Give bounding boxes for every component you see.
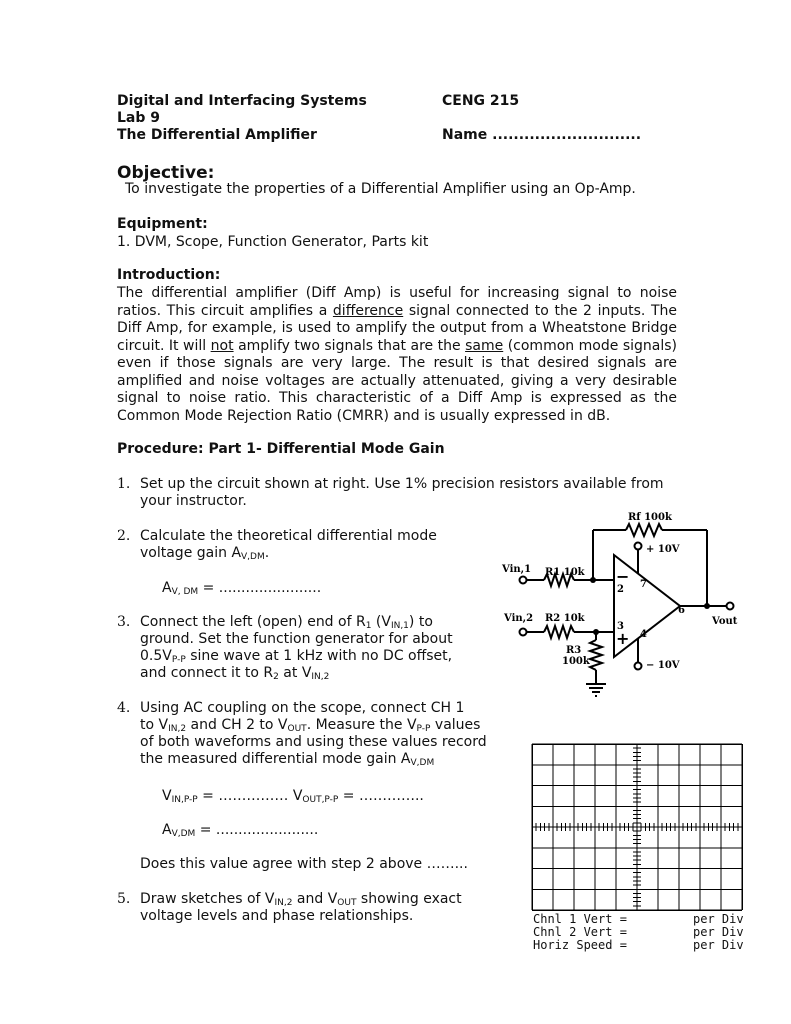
course-code: CENG 215 [442,93,520,109]
step-5-number: 5. [117,891,131,907]
step-3-line-1: Connect the left (open) end of $R_1$ $(V_{IN,1})$ to [140,614,433,631]
horiz-speed-unit: per Div [693,938,744,952]
r3-value: 100k [562,656,590,667]
introduction-heading: Introduction: [117,267,221,283]
ch2-vert-label: Chnl 2 Vert = [533,925,627,939]
ch1-vert-label: Chnl 1 Vert = [533,912,627,926]
step-3-line-3: $0.5V_{P-P}$ sine wave at 1 kHz with no DC offset, [140,648,453,665]
pin-2-label: 2 [617,584,624,595]
pin-4-label: 4 [640,629,647,640]
step-4-line-4: the measured differential mode gain $A_{V,DM}$ [140,751,435,768]
procedure-heading: Procedure: Part 1- Differential Mode Gain [117,441,445,457]
step-1-number: 1. [117,476,131,492]
vin2-label: Vin,2 [504,613,534,624]
vout-label: Vout [712,616,738,627]
objective-text: To investigate the properties of a Differential Amplifier using an Op-Amp. [125,181,636,197]
step-4-line-2: to $V_{IN,2}$ and CH 2 to $V_{OUT}$. Measure the $V_{P-P}$ values [140,717,481,734]
pin-3-label: 3 [617,621,624,632]
step-4-line-3: of both waveforms and using these values record [140,734,487,750]
step-1-line-1: Set up the circuit shown at right. Use 1% precision resistors available from [140,476,664,492]
vin1-label: Vin,1 [502,564,532,575]
step-3-line-2: ground. Set the function generator for about [140,631,453,647]
pin-6-label: 6 [678,605,685,616]
differential-amplifier-circuit [495,505,755,705]
step-2-number: 2. [117,528,131,544]
step-5-line-1: Draw sketches of $V_{IN,2}$ and $V_{OUT}$ showing exact [140,891,462,908]
vneg-label: − 10V [646,660,680,671]
ch1-vert-unit: per Div [693,912,744,926]
step-4-number: 4. [117,700,131,716]
step-1-line-2: your instructor. [140,493,247,509]
step-2-line-2: voltage gain $A_{V,DM}$. [140,545,270,562]
ch2-vert-unit: per Div [693,925,744,939]
inverting-input-sign: − [616,567,630,586]
step-4-question: Does this value agree with step 2 above ……... [140,856,468,872]
noninverting-input-sign: + [616,629,630,648]
step-2-line-1: Calculate the theoretical differential mode [140,528,437,544]
step-4-line-1: Using AC coupling on the scope, connect CH 1 [140,700,465,716]
r1-label: R1 10k [545,567,585,578]
measured-vpp-answers: $V_{IN,P-P}$ = …………… $V_{OUT,P-P}$ = ………….. [162,788,424,805]
step-5-line-2: voltage levels and phase relationships. [140,908,414,924]
vpos-label: + 10V [646,544,680,555]
lab-title: The Differential Amplifier [117,127,317,143]
equipment-item: 1. DVM, Scope, Function Generator, Parts kit [117,234,429,250]
lab-number: Lab 9 [117,110,161,126]
step-3-number: 3. [117,614,131,630]
equipment-heading: Equipment: [117,216,208,232]
course-title: Digital and Interfacing Systems [117,93,367,109]
step-3-line-4: and connect it to $R_2$ at $V_{IN,2}$ [140,665,330,682]
oscilloscope-grid [530,742,744,912]
pin-7-label: 7 [640,579,647,590]
measured-gain-answer: $A_{V,DM}$ = ....................... [162,822,319,839]
horiz-speed-label: Horiz Speed = [533,938,627,952]
theoretical-gain-answer: $A_{V, DM}$ = ....................... [162,580,322,597]
r2-label: R2 10k [545,613,585,624]
name-field: Name ............................ [442,127,642,143]
introduction-paragraph: The differential amplifier (Diff Amp) is useful for increasing signal to noise ratios. This circuit amplifies a difference signal connected to the 2 inputs. The Diff Amp, for example, is used to amplify the output from a Wheatstone Bridge circuit. It will not amplify two signals that are the same (common mode signals) even if those signals are very large. The result is that desired signals are amplified and noise voltages are actually attenuated, giving a very desirable signal to noise ratio. This characteristic of a Diff Amp is expressed as the Common Mode Rejection Ratio (CMRR) and is usually expressed in dB. [117,285,678,424]
objective-heading: Objective: [117,163,215,183]
rf-label: Rf 100k [628,512,672,523]
r3-label: R3 [566,645,582,656]
